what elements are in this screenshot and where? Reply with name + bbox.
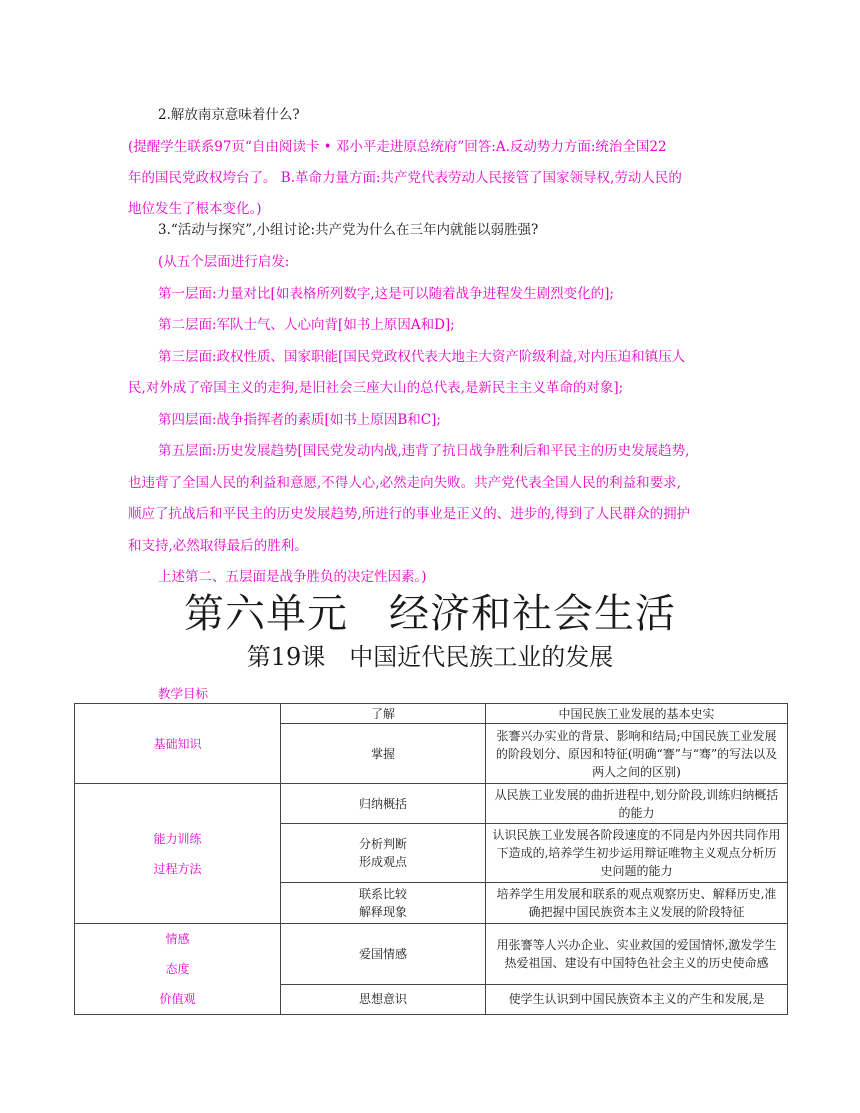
category-ability-process: 能力训练 过程方法 [75,784,281,924]
answer-2-line-3: 地位发生了根本变化。) [128,201,262,217]
level-5-line-3: 顺应了抗战后和平民主的历史发展趋势,所进行的事业是正义的、进步的,得到了人民群众的拥护 [128,506,691,522]
answer-3-conclusion: 上述第二、五层面是战争胜负的决定性因素。) [158,569,427,585]
level-5-line-1: 第五层面:历史发展趋势[国民党发动内战,违背了抗日战争胜利后和平民主的历史发展趋势, [158,443,690,459]
goal-item: 归纳概括 [281,784,486,824]
goal-content: 认识民族工业发展各阶段速度的不同是内外因共同作用下造成的,培养学生初步运用辩证唯物主义观点分析历史问题的能力 [486,824,788,883]
level-5-line-4: 和支持,必然取得最后的胜利。 [128,538,308,554]
goal-item: 联系比较 解释现象 [281,883,486,924]
goal-item: 思想意识 [281,984,486,1014]
goal-item: 爱国情感 [281,924,486,985]
goal-item: 分析判断 形成观点 [281,824,486,883]
goal-content: 用张謇等人兴办企业、实业救国的爱国情怀,激发学生热爱祖国、建设有中国特色社会主义的历史使命感 [486,924,788,985]
goal-content: 培养学生用发展和联系的观点观察历史、解释历史,准确把握中国民族资本主义发展的阶段特征 [486,883,788,924]
table-row [75,704,788,724]
answer-3-intro: (从五个层面进行启发: [158,254,290,270]
level-1: 第一层面:力量对比[如表格所列数字,这是可以随着战争进程发生剧烈变化的]; [158,286,614,302]
goal-content: 从民族工业发展的曲折进程中,划分阶段,训练归纳概括的能力 [486,784,788,824]
table-row [75,924,788,985]
table-row [75,784,788,824]
goal-content: 张謇兴办实业的背景、影响和结局;中国民族工业发展的阶段划分、原因和特征(明确“謇”与“骞”的写法以及两人之间的区别) [486,724,788,784]
category-basic-knowledge: 基础知识 [75,704,281,784]
answer-2-line-1: (提醒学生联系97页“自由阅读卡 • 邓小平走进原总统府”回答:A.反动势力方面:统治全国22 [128,139,667,155]
level-3-line-2: 民,对外成了帝国主义的走狗,是旧社会三座大山的总代表,是新民主主义革命的对象]; [128,380,624,396]
category-emotion-attitude-values: 情感 态度 价值观 [75,924,281,1015]
level-5-line-2: 也违背了全国人民的利益和意愿,不得人心,必然走向失败。共产党代表全国人民的利益和要求, [128,475,681,491]
answer-2-line-2: 年的国民党政权垮台了。 B.革命力量方面:共产党代表劳动人民接管了国家领导权,劳动人民的 [128,170,682,186]
lesson-title: 第19课 中国近代民族工业的发展 [246,643,614,671]
goal-content: 中国民族工业发展的基本史实 [486,704,788,724]
goal-item: 了解 [281,704,486,724]
goal-content: 使学生认识到中国民族资本主义的产生和发展,是 [486,984,788,1014]
level-4: 第四层面:战争指挥者的素质[如书上原因B和C]; [158,412,441,428]
question-2: 2.解放南京意味着什么? [158,107,300,123]
question-3: 3.“活动与探究”,小组讨论:共产党为什么在三年内就能以弱胜强? [158,222,539,238]
level-2: 第二层面:军队士气、人心向背[如书上原因A和D]; [158,317,455,333]
goal-item: 掌握 [281,724,486,784]
teaching-goals-table [74,703,788,1015]
table-label: 教学目标 [158,686,209,701]
unit-title: 第六单元 经济和社会生活 [184,591,676,637]
level-3-line-1: 第三层面:政权性质、国家职能[国民党政权代表大地主大资产阶级利益,对内压迫和镇压人 [158,349,686,365]
